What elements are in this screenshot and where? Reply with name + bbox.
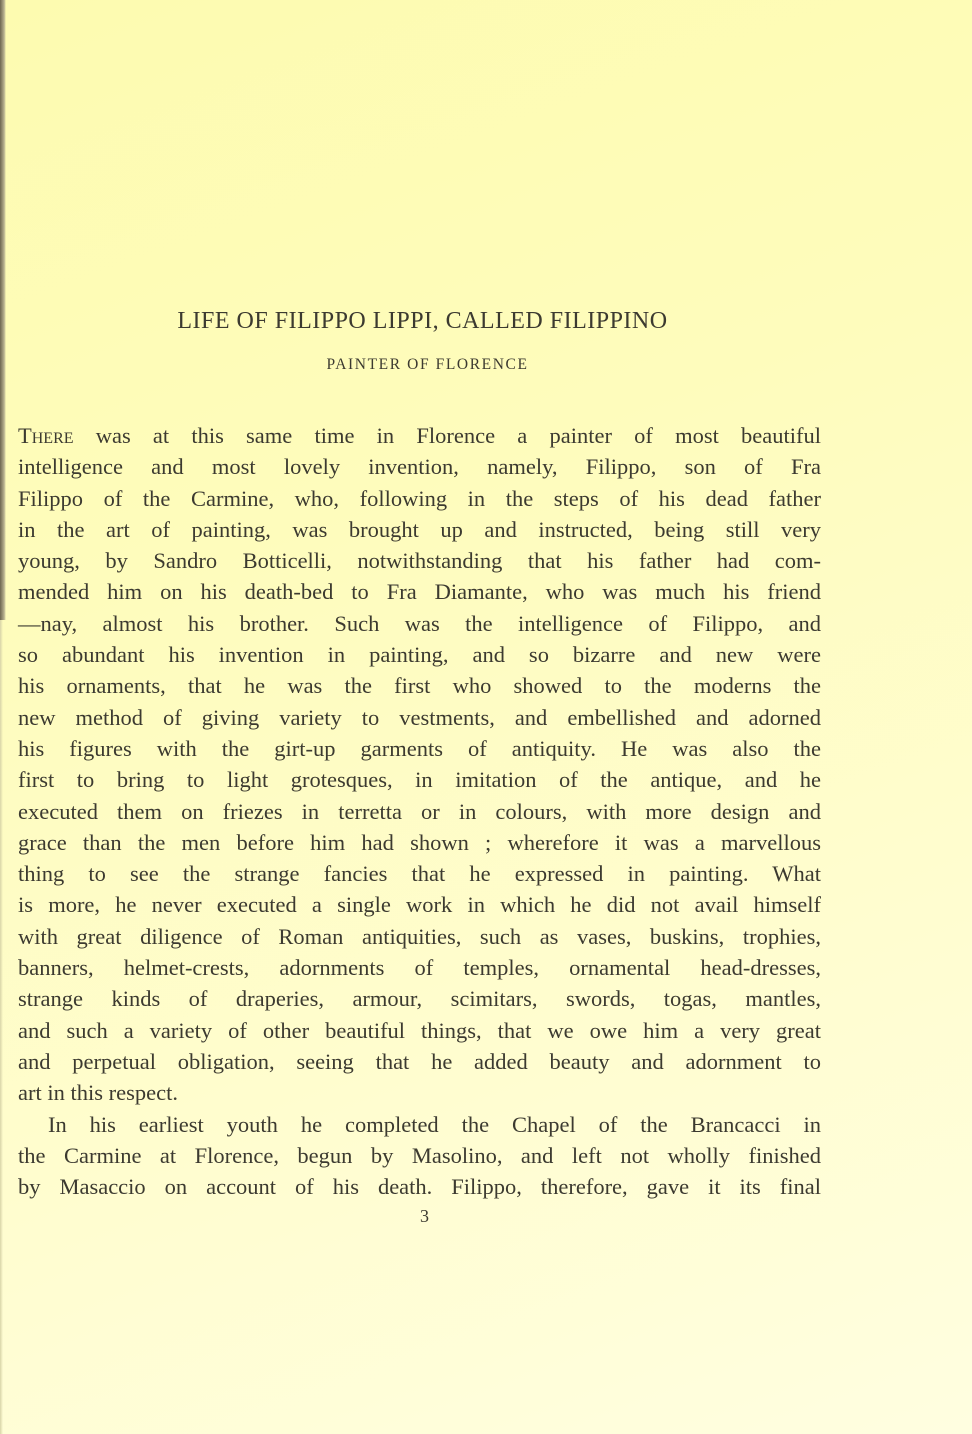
text-line: so abundant his invention in painting, and so bizarre and new were [18, 642, 821, 668]
text-line: In his earliest youth he completed the Chapel of the Brancacci in [48, 1111, 821, 1137]
text-line: thing to see the strange fancies that he expressed in painting. What [18, 861, 821, 887]
text-line: in the art of painting, was brought up and instructed, being still very [18, 516, 821, 542]
text-line: Filippo of the Carmine, who, following in the steps of his dead father [18, 485, 821, 511]
book-spine-edge-lower [0, 620, 3, 1434]
text-line: his figures with the girt-up garments of antiquity. He was also the [18, 735, 821, 761]
text-line: first to bring to light grotesques, in imitation of the antique, and he [18, 767, 821, 793]
text-line: by Masaccio on account of his death. Filippo, therefore, gave it its final [18, 1174, 821, 1200]
chapter-subtitle: PAINTER OF FLORENCE [326, 356, 529, 373]
text-line: new method of giving variety to vestments, and embellished and adorned [18, 704, 821, 730]
text-line: and perpetual obligation, seeing that he added beauty and adornment to [18, 1048, 821, 1074]
chapter-title: LIFE OF FILIPPO LIPPI, CALLED FILIPPINO [177, 308, 668, 334]
text-line: intelligence and most lovely invention, namely, Filippo, son of Fra [18, 454, 821, 480]
body-text [18, 420, 821, 1202]
text-line: grace than the men before him had shown ; wherefore it was a marvellous [18, 829, 821, 855]
text-line: strange kinds of draperies, armour, scimitars, swords, togas, mantles, [18, 986, 821, 1012]
text-line [18, 420, 821, 451]
text-line: young, by Sandro Botticelli, notwithstanding that his father had com- [18, 548, 821, 574]
text-line: art in this respect. [18, 1080, 178, 1106]
text-line: banners, helmet-crests, adornments of temples, ornamental head-dresses, [18, 955, 821, 981]
text-line: the Carmine at Florence, begun by Masolino, and left not wholly finished [18, 1142, 821, 1168]
text-line: mended him on his death-bed to Fra Diamante, who was much his friend [18, 579, 821, 605]
page-number: 3 [420, 1206, 429, 1226]
text-line: executed them on friezes in terretta or in colours, with more design and [18, 798, 821, 824]
text-line: and such a variety of other beautiful things, that we owe him a very great [18, 1017, 821, 1043]
text-line: his ornaments, that he was the first who showed to the moderns the [18, 673, 821, 699]
text-line: is more, he never executed a single work in which he did not avail himself [18, 892, 821, 918]
text-line-rest: was at this same time in Florence a painter of most beautiful [73, 423, 821, 448]
text-line: with great diligence of Roman antiquities, such as vases, buskins, trophies, [18, 923, 821, 949]
text-line: —nay, almost his brother. Such was the intelligence of Filippo, and [18, 610, 821, 636]
drop-word: There [18, 423, 74, 448]
